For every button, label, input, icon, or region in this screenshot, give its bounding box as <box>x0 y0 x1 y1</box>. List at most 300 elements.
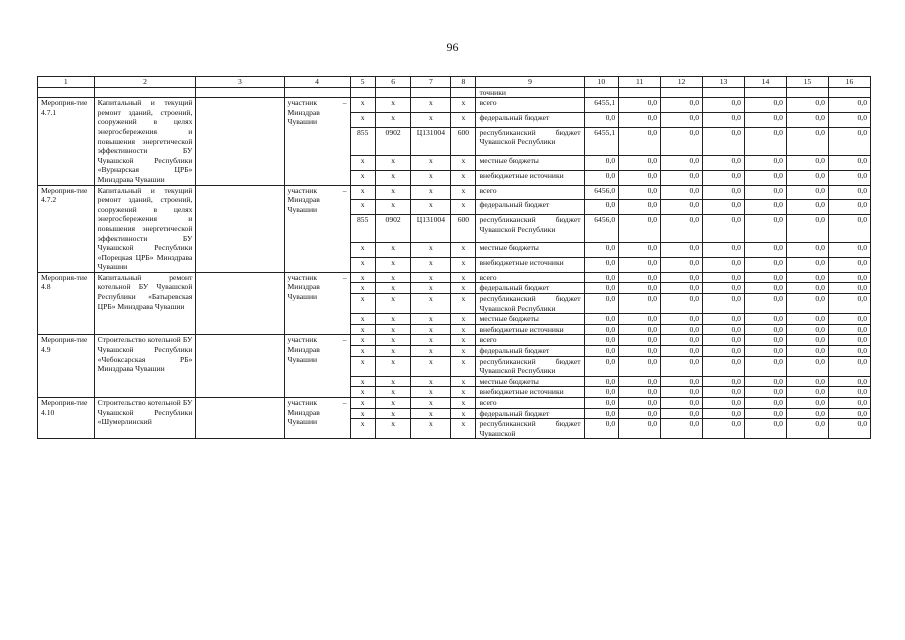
target-article-code: x <box>411 398 451 409</box>
target-article-code: x <box>411 243 451 258</box>
target-article-code: x <box>411 376 451 387</box>
amount-col-15: 0,0 <box>786 272 828 283</box>
expense-type-code: x <box>451 324 476 335</box>
measure-column-3 <box>196 272 284 335</box>
target-article-code: x <box>411 258 451 273</box>
funding-source: республиканский бюджет Чувашской Республики <box>476 356 584 376</box>
section-code: x <box>375 376 411 387</box>
target-article-code: x <box>411 185 451 200</box>
amount-col-10: 0,0 <box>584 356 619 376</box>
measure-description: Строительство котельной БУ Чувашской Республики «Шумерлинский <box>94 398 196 439</box>
column-header-9: 9 <box>476 77 584 88</box>
amount-col-16: 0,0 <box>828 335 870 346</box>
grbs-code: x <box>350 272 375 283</box>
funding-source: всего <box>476 98 584 113</box>
measure-code: Мероприя-тие 4.7.1 <box>38 98 95 185</box>
column-number-row <box>38 77 871 88</box>
amount-col-11: 0,0 <box>619 170 661 185</box>
section-code: x <box>375 200 411 215</box>
grbs-code: x <box>350 419 375 439</box>
amount-col-10: 0,0 <box>584 314 619 325</box>
amount-col-12: 0,0 <box>661 376 703 387</box>
measure-description: Капитальный ремонт котельной БУ Чувашской Республики «Батыревская ЦРБ» Минздрава Чувашии <box>94 272 196 335</box>
expense-type-code: x <box>451 408 476 419</box>
amount-col-10: 0,0 <box>584 324 619 335</box>
target-article-code: x <box>411 335 451 346</box>
amount-col-15: 0,0 <box>786 155 828 170</box>
grbs-code: x <box>350 112 375 127</box>
amount-col-13: 0,0 <box>703 243 745 258</box>
table-row <box>38 335 871 346</box>
funding-source: внебюджетные источники <box>476 170 584 185</box>
column-header-3: 3 <box>196 77 284 88</box>
amount-col-12: 0,0 <box>661 98 703 113</box>
amount-col-12: 0,0 <box>661 356 703 376</box>
section-code: x <box>375 314 411 325</box>
column-header-1: 1 <box>38 77 95 88</box>
amount-col-15: 0,0 <box>786 258 828 273</box>
amount-col-14: 0,0 <box>744 376 786 387</box>
amount-col-16: 0,0 <box>828 112 870 127</box>
column-header-12: 12 <box>661 77 703 88</box>
amount-col-14: 0,0 <box>744 398 786 409</box>
target-article-code: x <box>411 200 451 215</box>
column-header-16: 16 <box>828 77 870 88</box>
section-code: 0902 <box>375 215 411 243</box>
expense-type-code: x <box>451 200 476 215</box>
amount-col-15: 0,0 <box>786 243 828 258</box>
funding-source: местные бюджеты <box>476 155 584 170</box>
expense-type-code: x <box>451 314 476 325</box>
amount-col-14: 0,0 <box>744 155 786 170</box>
amount-col-15: 0,0 <box>786 200 828 215</box>
amount-col-15: 0,0 <box>786 398 828 409</box>
expense-type-code: x <box>451 387 476 398</box>
amount-col-15: 0,0 <box>786 294 828 314</box>
amount-col-11: 0,0 <box>619 419 661 439</box>
amount-col-11: 0,0 <box>619 324 661 335</box>
amount-col-10: 0,0 <box>584 243 619 258</box>
amount-col-15: 0,0 <box>786 324 828 335</box>
grbs-code: x <box>350 324 375 335</box>
measure-code: Мероприя-тие 4.7.2 <box>38 185 95 272</box>
table-row <box>38 185 871 200</box>
amount-col-14: 0,0 <box>744 215 786 243</box>
amount-col-13: 0,0 <box>703 324 745 335</box>
amount-col-16: 0,0 <box>828 243 870 258</box>
amount-col-16: 0,0 <box>828 346 870 357</box>
grbs-code: x <box>350 155 375 170</box>
column-header-13: 13 <box>703 77 745 88</box>
amount-col-16: 0,0 <box>828 356 870 376</box>
amount-col-15: 0,0 <box>786 346 828 357</box>
section-code: x <box>375 387 411 398</box>
amount-col-10: 0,0 <box>584 398 619 409</box>
target-article-code: x <box>411 294 451 314</box>
target-article-code: x <box>411 387 451 398</box>
amount-col-14: 0,0 <box>744 283 786 294</box>
amount-col-16: 0,0 <box>828 387 870 398</box>
amount-col-16: 0,0 <box>828 294 870 314</box>
amount-col-14: 0,0 <box>744 387 786 398</box>
amount-col-13: 0,0 <box>703 294 745 314</box>
amount-col-12: 0,0 <box>661 185 703 200</box>
measure-code: Мероприя-тие 4.8 <box>38 272 95 335</box>
amount-col-12: 0,0 <box>661 294 703 314</box>
amount-col-11: 0,0 <box>619 376 661 387</box>
target-article-code: x <box>411 155 451 170</box>
measure-description: Капитальный и текущий ремонт зданий, строений, сооружений в целях энергосбережения и повышения энергетической эффективности БУ Чувашской Республики «Вурнарская ЦРБ» Минздрава Чувашии <box>94 98 196 185</box>
column-header-11: 11 <box>619 77 661 88</box>
amount-col-13: 0,0 <box>703 272 745 283</box>
measure-column-3 <box>196 185 284 272</box>
amount-col-11: 0,0 <box>619 243 661 258</box>
amount-col-13: 0,0 <box>703 200 745 215</box>
amount-col-11: 0,0 <box>619 98 661 113</box>
expense-type-code: x <box>451 258 476 273</box>
amount-col-16: 0,0 <box>828 258 870 273</box>
grbs-code: x <box>350 346 375 357</box>
section-code: x <box>375 112 411 127</box>
amount-col-12: 0,0 <box>661 408 703 419</box>
amount-col-11: 0,0 <box>619 127 661 155</box>
column-header-14: 14 <box>744 77 786 88</box>
grbs-code: 855 <box>350 215 375 243</box>
amount-col-13: 0,0 <box>703 215 745 243</box>
measure-column-3 <box>196 335 284 398</box>
column-header-4: 4 <box>284 77 350 88</box>
target-article-code: x <box>411 408 451 419</box>
amount-col-15: 0,0 <box>786 283 828 294</box>
table-row <box>38 398 871 409</box>
amount-col-11: 0,0 <box>619 387 661 398</box>
funding-source: всего <box>476 335 584 346</box>
measure-executor: участник – Минздрав Чувашии <box>284 98 350 185</box>
amount-col-12: 0,0 <box>661 283 703 294</box>
amount-col-10: 0,0 <box>584 112 619 127</box>
amount-col-15: 0,0 <box>786 314 828 325</box>
amount-col-14: 0,0 <box>744 419 786 439</box>
funding-source: республиканский бюджет Чувашской Республики <box>476 294 584 314</box>
grbs-code: x <box>350 408 375 419</box>
funding-source: федеральный бюджет <box>476 408 584 419</box>
amount-col-14: 0,0 <box>744 294 786 314</box>
table-row <box>38 272 871 283</box>
amount-col-10: 0,0 <box>584 346 619 357</box>
amount-col-10: 6456,0 <box>584 215 619 243</box>
amount-col-15: 0,0 <box>786 408 828 419</box>
section-code: x <box>375 335 411 346</box>
amount-col-13: 0,0 <box>703 283 745 294</box>
funding-source: республиканский бюджет Чувашской Республики <box>476 215 584 243</box>
amount-col-13: 0,0 <box>703 419 745 439</box>
section-code: x <box>375 283 411 294</box>
grbs-code: x <box>350 387 375 398</box>
amount-col-16: 0,0 <box>828 170 870 185</box>
funding-source: всего <box>476 272 584 283</box>
measure-code: Мероприя-тие 4.9 <box>38 335 95 398</box>
amount-col-12: 0,0 <box>661 215 703 243</box>
amount-col-12: 0,0 <box>661 112 703 127</box>
amount-col-10: 0,0 <box>584 283 619 294</box>
amount-col-14: 0,0 <box>744 258 786 273</box>
budget-table <box>37 76 871 439</box>
measure-description: Капитальный и текущий ремонт зданий, строений, сооружений в целях энергосбережения и повышения энергетической эффективности БУ Чувашской Республики «Порецкая ЦРБ» Минздрава Чувашии <box>94 185 196 272</box>
amount-col-12: 0,0 <box>661 155 703 170</box>
amount-col-12: 0,0 <box>661 387 703 398</box>
section-code: x <box>375 98 411 113</box>
amount-col-12: 0,0 <box>661 324 703 335</box>
section-code: x <box>375 324 411 335</box>
grbs-code: x <box>350 335 375 346</box>
expense-type-code: x <box>451 155 476 170</box>
amount-col-11: 0,0 <box>619 283 661 294</box>
amount-col-15: 0,0 <box>786 112 828 127</box>
expense-type-code: x <box>451 376 476 387</box>
section-code: 0902 <box>375 127 411 155</box>
amount-col-13: 0,0 <box>703 155 745 170</box>
target-article-code: x <box>411 314 451 325</box>
amount-col-14: 0,0 <box>744 243 786 258</box>
amount-col-12: 0,0 <box>661 258 703 273</box>
measure-executor: участник – Минздрав Чувашии <box>284 272 350 335</box>
amount-col-13: 0,0 <box>703 387 745 398</box>
amount-col-10: 6455,1 <box>584 98 619 113</box>
expense-type-code: x <box>451 398 476 409</box>
expense-type-code: x <box>451 419 476 439</box>
amount-col-14: 0,0 <box>744 170 786 185</box>
amount-col-13: 0,0 <box>703 127 745 155</box>
table-body <box>38 87 871 439</box>
amount-col-11: 0,0 <box>619 398 661 409</box>
funding-source: всего <box>476 185 584 200</box>
amount-col-15: 0,0 <box>786 215 828 243</box>
amount-col-12: 0,0 <box>661 127 703 155</box>
amount-col-11: 0,0 <box>619 272 661 283</box>
section-code: x <box>375 356 411 376</box>
continuation-row <box>38 87 871 98</box>
funding-source: республиканский бюджет Чувашской <box>476 419 584 439</box>
column-header-15: 15 <box>786 77 828 88</box>
amount-col-11: 0,0 <box>619 200 661 215</box>
amount-col-16: 0,0 <box>828 215 870 243</box>
amount-col-11: 0,0 <box>619 215 661 243</box>
amount-col-15: 0,0 <box>786 170 828 185</box>
grbs-code: x <box>350 294 375 314</box>
funding-source: местные бюджеты <box>476 376 584 387</box>
grbs-code: x <box>350 200 375 215</box>
amount-col-12: 0,0 <box>661 346 703 357</box>
grbs-code: x <box>350 98 375 113</box>
section-code: x <box>375 408 411 419</box>
amount-col-10: 0,0 <box>584 294 619 314</box>
amount-col-15: 0,0 <box>786 376 828 387</box>
funding-source: внебюджетные источники <box>476 324 584 335</box>
amount-col-16: 0,0 <box>828 408 870 419</box>
expense-type-code: 600 <box>451 215 476 243</box>
amount-col-12: 0,0 <box>661 398 703 409</box>
amount-col-16: 0,0 <box>828 376 870 387</box>
target-article-code: x <box>411 170 451 185</box>
section-code: x <box>375 272 411 283</box>
grbs-code: x <box>350 185 375 200</box>
amount-col-14: 0,0 <box>744 314 786 325</box>
section-code: x <box>375 170 411 185</box>
amount-col-10: 0,0 <box>584 200 619 215</box>
funding-source: республиканский бюджет Чувашской Республики <box>476 127 584 155</box>
amount-col-15: 0,0 <box>786 335 828 346</box>
amount-col-14: 0,0 <box>744 408 786 419</box>
target-article-code: x <box>411 419 451 439</box>
amount-col-11: 0,0 <box>619 294 661 314</box>
amount-col-11: 0,0 <box>619 112 661 127</box>
expense-type-code: x <box>451 283 476 294</box>
amount-col-11: 0,0 <box>619 155 661 170</box>
amount-col-16: 0,0 <box>828 283 870 294</box>
measure-column-3 <box>196 98 284 185</box>
target-article-code: x <box>411 324 451 335</box>
amount-col-11: 0,0 <box>619 335 661 346</box>
column-header-10: 10 <box>584 77 619 88</box>
column-header-2: 2 <box>94 77 196 88</box>
amount-col-14: 0,0 <box>744 346 786 357</box>
measure-code: Мероприя-тие 4.10 <box>38 398 95 439</box>
amount-col-16: 0,0 <box>828 200 870 215</box>
amount-col-16: 0,0 <box>828 324 870 335</box>
grbs-code: x <box>350 258 375 273</box>
target-article-code: x <box>411 112 451 127</box>
expense-type-code: x <box>451 272 476 283</box>
target-article-code: x <box>411 272 451 283</box>
section-code: x <box>375 419 411 439</box>
amount-col-12: 0,0 <box>661 200 703 215</box>
table-row <box>38 98 871 113</box>
amount-col-12: 0,0 <box>661 335 703 346</box>
amount-col-15: 0,0 <box>786 387 828 398</box>
amount-col-10: 0,0 <box>584 408 619 419</box>
section-code: x <box>375 155 411 170</box>
amount-col-11: 0,0 <box>619 408 661 419</box>
expense-type-code: x <box>451 170 476 185</box>
expense-type-code: x <box>451 243 476 258</box>
amount-col-16: 0,0 <box>828 272 870 283</box>
amount-col-14: 0,0 <box>744 335 786 346</box>
amount-col-14: 0,0 <box>744 112 786 127</box>
section-code: x <box>375 294 411 314</box>
amount-col-13: 0,0 <box>703 170 745 185</box>
column-header-6: 6 <box>375 77 411 88</box>
amount-col-13: 0,0 <box>703 398 745 409</box>
expense-type-code: x <box>451 98 476 113</box>
amount-col-10: 6455,1 <box>584 127 619 155</box>
grbs-code: x <box>350 243 375 258</box>
target-article-code: Ц131004 <box>411 127 451 155</box>
target-article-code: x <box>411 283 451 294</box>
measure-column-3 <box>196 398 284 439</box>
amount-col-13: 0,0 <box>703 98 745 113</box>
amount-col-16: 0,0 <box>828 314 870 325</box>
grbs-code: x <box>350 283 375 294</box>
measure-executor: участник – Минздрав Чувашии <box>284 335 350 398</box>
measure-executor: участник – Минздрав Чувашии <box>284 398 350 439</box>
grbs-code: 855 <box>350 127 375 155</box>
amount-col-16: 0,0 <box>828 185 870 200</box>
amount-col-15: 0,0 <box>786 185 828 200</box>
amount-col-10: 0,0 <box>584 272 619 283</box>
grbs-code: x <box>350 314 375 325</box>
amount-col-10: 0,0 <box>584 258 619 273</box>
section-code: x <box>375 243 411 258</box>
amount-col-14: 0,0 <box>744 98 786 113</box>
expense-type-code: x <box>451 294 476 314</box>
amount-col-13: 0,0 <box>703 185 745 200</box>
amount-col-14: 0,0 <box>744 127 786 155</box>
amount-col-14: 0,0 <box>744 200 786 215</box>
funding-source: всего <box>476 398 584 409</box>
expense-type-code: x <box>451 335 476 346</box>
amount-col-11: 0,0 <box>619 185 661 200</box>
amount-col-13: 0,0 <box>703 356 745 376</box>
grbs-code: x <box>350 356 375 376</box>
amount-col-15: 0,0 <box>786 127 828 155</box>
amount-col-14: 0,0 <box>744 272 786 283</box>
amount-col-14: 0,0 <box>744 324 786 335</box>
expense-type-code: x <box>451 185 476 200</box>
column-header-5: 5 <box>350 77 375 88</box>
section-code: x <box>375 185 411 200</box>
funding-source: федеральный бюджет <box>476 200 584 215</box>
amount-col-10: 6456,0 <box>584 185 619 200</box>
amount-col-13: 0,0 <box>703 346 745 357</box>
target-article-code: x <box>411 346 451 357</box>
amount-col-10: 0,0 <box>584 335 619 346</box>
funding-source: местные бюджеты <box>476 243 584 258</box>
amount-col-13: 0,0 <box>703 335 745 346</box>
funding-source: федеральный бюджет <box>476 283 584 294</box>
amount-col-11: 0,0 <box>619 314 661 325</box>
amount-col-16: 0,0 <box>828 398 870 409</box>
amount-col-14: 0,0 <box>744 185 786 200</box>
amount-col-12: 0,0 <box>661 170 703 185</box>
expense-type-code: x <box>451 112 476 127</box>
amount-col-15: 0,0 <box>786 98 828 113</box>
page-number: 96 <box>446 40 459 54</box>
amount-col-12: 0,0 <box>661 243 703 258</box>
funding-source: местные бюджеты <box>476 314 584 325</box>
section-code: x <box>375 346 411 357</box>
amount-col-10: 0,0 <box>584 170 619 185</box>
amount-col-13: 0,0 <box>703 314 745 325</box>
funding-source: внебюджетные источники <box>476 258 584 273</box>
grbs-code: x <box>350 170 375 185</box>
amount-col-11: 0,0 <box>619 346 661 357</box>
table-header <box>38 77 871 88</box>
expense-type-code: 600 <box>451 127 476 155</box>
grbs-code: x <box>350 398 375 409</box>
measure-description: Строительство котельной БУ Чувашской Республики «Чебоксарская РБ» Минздрава Чувашии <box>94 335 196 398</box>
target-article-code: x <box>411 98 451 113</box>
amount-col-16: 0,0 <box>828 155 870 170</box>
amount-col-13: 0,0 <box>703 112 745 127</box>
amount-col-15: 0,0 <box>786 419 828 439</box>
amount-col-10: 0,0 <box>584 155 619 170</box>
amount-col-10: 0,0 <box>584 376 619 387</box>
amount-col-16: 0,0 <box>828 419 870 439</box>
target-article-code: Ц131004 <box>411 215 451 243</box>
amount-col-13: 0,0 <box>703 258 745 273</box>
grbs-code: x <box>350 376 375 387</box>
amount-col-12: 0,0 <box>661 314 703 325</box>
